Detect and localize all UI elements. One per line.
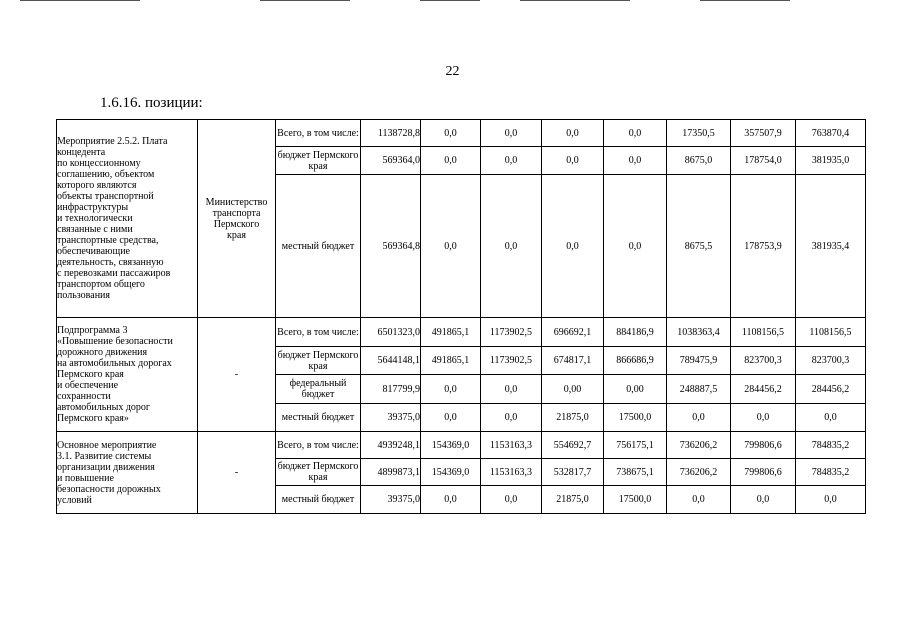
activity-name-line: пользования <box>57 290 110 301</box>
amount-cell: 738675,1 <box>604 459 667 486</box>
amount-cell: 0,0 <box>481 404 542 432</box>
amount-cell: 357507,9 <box>731 120 796 147</box>
amount-cell: 8675,0 <box>667 147 731 175</box>
activity-name-line: и обеспечение <box>57 380 119 391</box>
amount-cell: 0,0 <box>421 486 481 514</box>
amount-cell: 8675,5 <box>667 175 731 318</box>
scan-edge-line <box>520 0 630 1</box>
amount-cell: 799806,6 <box>731 459 796 486</box>
activity-name-line: автомобильных дорог <box>57 402 151 413</box>
funding-source-cell: местный бюджет <box>276 175 361 318</box>
amount-cell: 1108156,5 <box>796 318 866 347</box>
amount-cell: 21875,0 <box>542 486 604 514</box>
total-amount-cell: 5644148,1 <box>361 347 421 375</box>
amount-cell: 0,0 <box>421 120 481 147</box>
activity-name-line: Пермского края <box>57 369 124 380</box>
activity-name-cell <box>57 120 198 318</box>
funding-source-cell: Всего, в том числе: <box>276 318 361 347</box>
total-amount-cell: 4939248,1 <box>361 432 421 459</box>
table-row <box>57 120 866 147</box>
amount-cell: 284456,2 <box>796 375 866 404</box>
activity-name-line: с перевозками пассажиров <box>57 268 171 279</box>
table-row <box>57 318 866 347</box>
total-amount-cell: 817799,9 <box>361 375 421 404</box>
amount-cell: 21875,0 <box>542 404 604 432</box>
activity-name-line: Мероприятие 2.5.2. Плата <box>57 136 168 147</box>
amount-cell: 178754,0 <box>731 147 796 175</box>
amount-cell: 0,0 <box>796 404 866 432</box>
amount-cell: 0,00 <box>604 375 667 404</box>
scan-edge-line <box>420 0 480 1</box>
amount-cell: 248887,5 <box>667 375 731 404</box>
amount-cell: 1153163,3 <box>481 432 542 459</box>
responsible-org-line: транспорта <box>212 207 261 219</box>
amount-cell: 154369,0 <box>421 432 481 459</box>
total-amount-cell: 569364,8 <box>361 175 421 318</box>
amount-cell: 789475,9 <box>667 347 731 375</box>
funding-source-cell: местный бюджет <box>276 404 361 432</box>
activity-name-line: деятельность, связанную <box>57 257 164 268</box>
amount-cell: 884186,9 <box>604 318 667 347</box>
responsible-org-line: Министерство <box>205 196 268 208</box>
activity-name-line: «Повышение безопасности <box>57 336 173 347</box>
total-amount-cell: 39375,0 <box>361 404 421 432</box>
total-amount-cell: 569364,0 <box>361 147 421 175</box>
amount-cell: 0,0 <box>421 175 481 318</box>
amount-cell: 0,0 <box>667 404 731 432</box>
funding-source-cell: бюджет Пермского края <box>276 147 361 175</box>
activity-name-line: инфраструктуры <box>57 202 129 213</box>
amount-cell: 0,0 <box>421 375 481 404</box>
total-amount-cell: 4899873,1 <box>361 459 421 486</box>
amount-cell: 0,0 <box>731 486 796 514</box>
funding-source-cell: Всего, в том числе: <box>276 120 361 147</box>
budget-table <box>56 119 866 514</box>
amount-cell: 0,0 <box>542 147 604 175</box>
responsible-org-cell <box>198 318 276 432</box>
amount-cell: 1173902,5 <box>481 318 542 347</box>
amount-cell: 823700,3 <box>731 347 796 375</box>
amount-cell: 178753,9 <box>731 175 796 318</box>
activity-name-line: связанные с ними <box>57 224 133 235</box>
section-heading: 1.6.16. позиции: <box>100 95 203 111</box>
activity-name-line: Основное мероприятие <box>57 439 157 451</box>
activity-name-cell <box>57 318 198 432</box>
amount-cell: 17500,0 <box>604 404 667 432</box>
activity-name-line: и повышение <box>57 472 114 484</box>
page-number: 22 <box>445 64 460 79</box>
amount-cell: 799806,6 <box>731 432 796 459</box>
activity-name-line: и технологически <box>57 213 133 224</box>
amount-cell: 0,0 <box>796 486 866 514</box>
activity-name-line: по концессионному <box>57 158 141 169</box>
amount-cell: 491865,1 <box>421 347 481 375</box>
total-amount-cell: 6501323,0 <box>361 318 421 347</box>
activity-name-line: транспортом общего <box>57 279 145 290</box>
amount-cell: 0,0 <box>604 120 667 147</box>
amount-cell: 0,0 <box>481 175 542 318</box>
amount-cell: 0,0 <box>542 175 604 318</box>
amount-cell: 696692,1 <box>542 318 604 347</box>
activity-name-line: соглашению, объектом <box>57 169 155 180</box>
responsible-org-cell <box>198 120 276 318</box>
activity-name-line: Подпрограмма 3 <box>57 325 128 336</box>
activity-name-line: 3.1. Развитие системы <box>57 450 152 462</box>
amount-cell: 0,0 <box>481 486 542 514</box>
amount-cell: 1108156,5 <box>731 318 796 347</box>
scan-edge-line <box>260 0 350 1</box>
responsible-org-line: - <box>234 467 239 478</box>
scan-edge-line <box>20 0 140 1</box>
amount-cell: 866686,9 <box>604 347 667 375</box>
responsible-org-line: края <box>227 229 246 241</box>
amount-cell: 381935,4 <box>796 175 866 318</box>
amount-cell: 674817,1 <box>542 347 604 375</box>
amount-cell: 0,0 <box>731 404 796 432</box>
amount-cell: 736206,2 <box>667 459 731 486</box>
amount-cell: 0,0 <box>667 486 731 514</box>
scan-edge-line <box>700 0 790 1</box>
funding-source-cell: бюджет Пермского края <box>276 347 361 375</box>
total-amount-cell: 39375,0 <box>361 486 421 514</box>
amount-cell: 154369,0 <box>421 459 481 486</box>
amount-cell: 1173902,5 <box>481 347 542 375</box>
amount-cell: 0,0 <box>542 120 604 147</box>
responsible-org-line: Пермского <box>213 218 260 230</box>
amount-cell: 0,0 <box>481 120 542 147</box>
amount-cell: 823700,3 <box>796 347 866 375</box>
amount-cell: 0,0 <box>481 147 542 175</box>
table-row <box>57 432 866 459</box>
responsible-org-cell <box>198 432 276 514</box>
funding-source-cell: бюджет Пермского края <box>276 459 361 486</box>
funding-source-cell: местный бюджет <box>276 486 361 514</box>
amount-cell: 0,0 <box>421 404 481 432</box>
amount-cell: 17350,5 <box>667 120 731 147</box>
amount-cell: 491865,1 <box>421 318 481 347</box>
amount-cell: 554692,7 <box>542 432 604 459</box>
amount-cell: 0,0 <box>604 147 667 175</box>
activity-name-line: транспортные средства, <box>57 235 159 246</box>
amount-cell: 784835,2 <box>796 432 866 459</box>
amount-cell: 736206,2 <box>667 432 731 459</box>
amount-cell: 784835,2 <box>796 459 866 486</box>
amount-cell: 381935,0 <box>796 147 866 175</box>
amount-cell: 756175,1 <box>604 432 667 459</box>
activity-name-line: Пермского края» <box>57 413 129 424</box>
funding-source-cell: федеральный бюджет <box>276 375 361 404</box>
activity-name-line: дорожного движения <box>57 347 148 358</box>
amount-cell: 1153163,3 <box>481 459 542 486</box>
activity-name-line: организации движения <box>57 461 155 473</box>
activity-name-line: концедента <box>57 147 106 158</box>
responsible-org-line: - <box>234 369 239 380</box>
amount-cell: 284456,2 <box>731 375 796 404</box>
amount-cell: 0,0 <box>604 175 667 318</box>
amount-cell: 1038363,4 <box>667 318 731 347</box>
activity-name-line: условий <box>57 494 92 506</box>
activity-name-cell <box>57 432 198 514</box>
activity-name-line: которого являются <box>57 180 137 191</box>
amount-cell: 0,0 <box>481 375 542 404</box>
funding-source-cell: Всего, в том числе: <box>276 432 361 459</box>
activity-name-line: безопасности дорожных <box>57 483 161 495</box>
total-amount-cell: 1138728,8 <box>361 120 421 147</box>
activity-name-line: на автомобильных дорогах <box>57 358 172 369</box>
activity-name-line: объекты транспортной <box>57 191 154 202</box>
amount-cell: 0,0 <box>421 147 481 175</box>
amount-cell: 0,00 <box>542 375 604 404</box>
activity-name-line: сохранности <box>57 391 111 402</box>
amount-cell: 763870,4 <box>796 120 866 147</box>
amount-cell: 17500,0 <box>604 486 667 514</box>
activity-name-line: обеспечивающие <box>57 246 130 257</box>
amount-cell: 532817,7 <box>542 459 604 486</box>
